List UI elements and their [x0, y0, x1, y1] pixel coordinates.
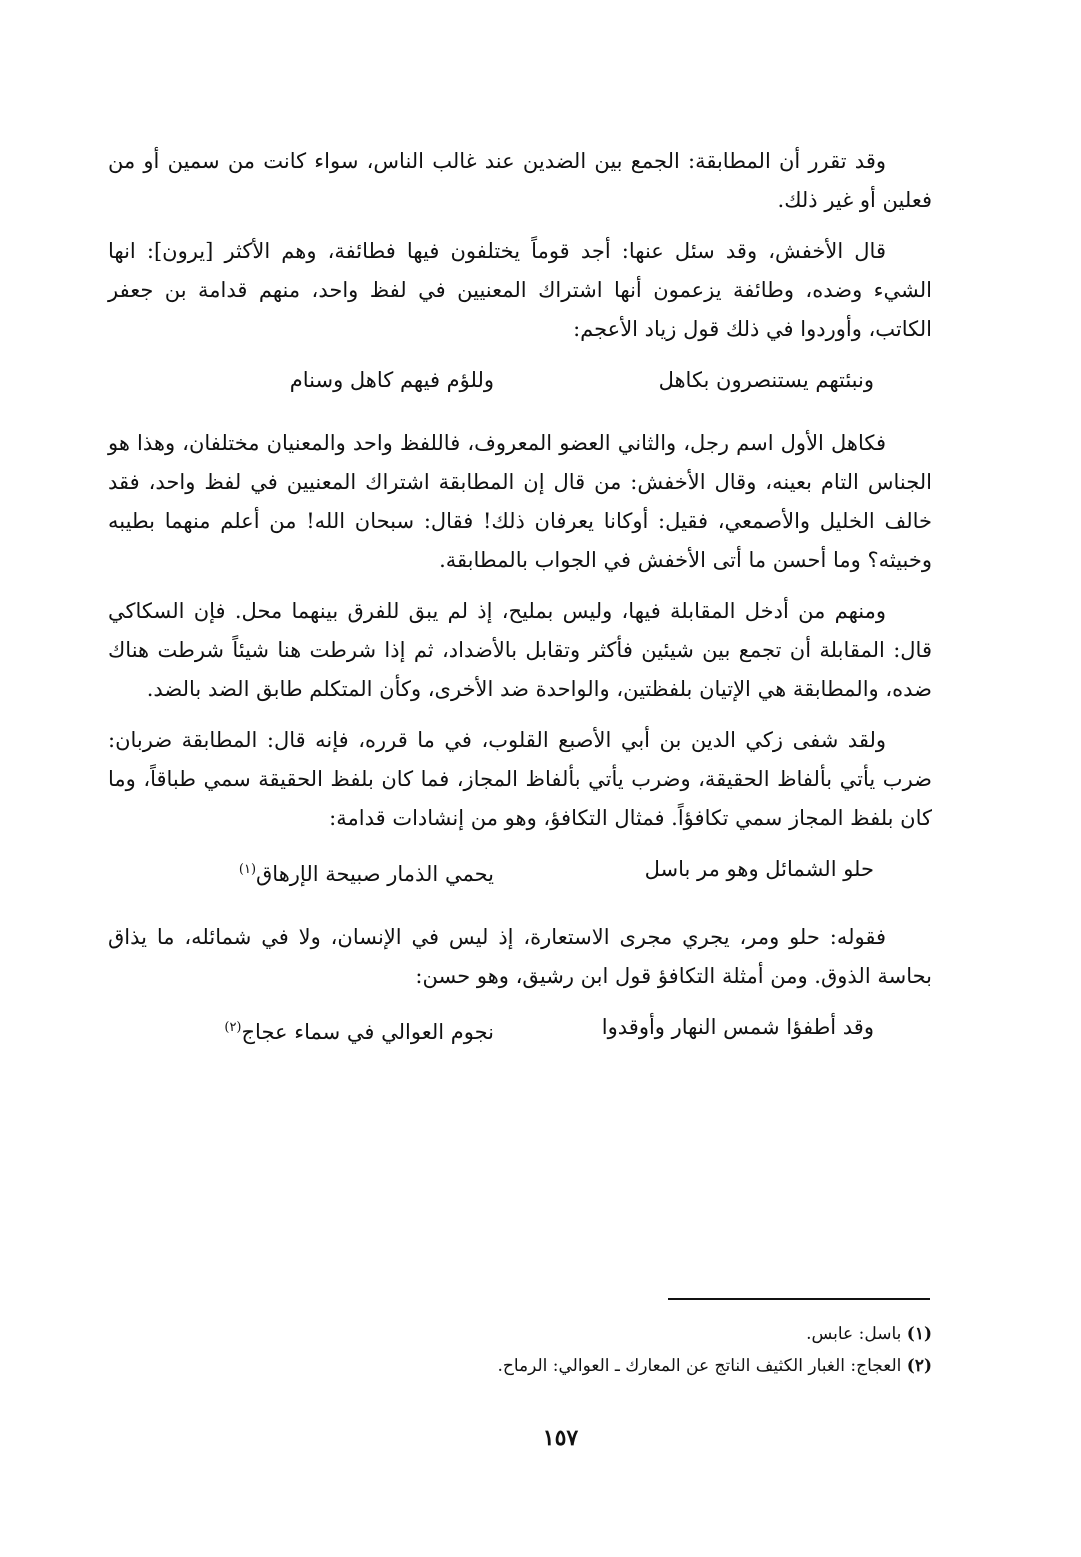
footnote-2-text: العجاج: الغبار الكثيف الناتج عن المعارك ـ العوالي: الرماح. — [497, 1356, 902, 1376]
verse-1-first-hemistich: ونبئتهم يستنصرون بكاهل — [658, 368, 874, 392]
paragraph-5: ولقد شفى زكي الدين بن أبي الأصبع القلوب، في ما قرره، فإنه قال: المطابقة ضربان: ضرب يأتي بألفاظ الحقيقة، وضرب يأتي بألفاظ المجاز، فما كان بلفظ الحقيقة سمي طباقاً، وما كان بلفظ المجاز سمي تكافؤاً. فمثال التكافؤ، وهو من إنشادات قدامة: — [108, 728, 932, 830]
verse-2-first-hemistich: حلو الشمائل وهو مر باسل — [644, 857, 874, 881]
verse-2 — [108, 850, 932, 894]
verse-2-second-text: يحمي الذمار صبيحة الإرهاق — [256, 862, 494, 886]
footnote-1-mark: (١) — [906, 1324, 932, 1344]
verse-1 — [108, 361, 932, 400]
paragraph-3: فكاهل الأول اسم رجل، والثاني العضو المعروف، فاللفظ واحد والمعنيان مختلفان، وهذا هو الجناس التام بعينه، وقال الأخفش: من قال إن المطابقة اشتراك المعنيين في لفظ واحد، فقد خالف الخليل والأصمعي، فقيل: أوكانا يعرفان ذلك! فقال: سبحان الله! من أعلم منهما بطيبه وخبيثه؟ وما أحسن ما أتى الأخفش في الجواب بالمطابقة. — [108, 431, 932, 572]
verse-1-second-hemistich: وللؤم فيهم كاهل وسنام — [289, 368, 494, 392]
page-body — [108, 142, 932, 1076]
verse-3-second-text: نجوم العوالي في سماء عجاج — [241, 1020, 494, 1044]
verse-2-second-hemistich — [239, 850, 494, 894]
paragraph-2: قال الأخفش، وقد سئل عنها: أجد قوماً يختلفون فيها فطائفة، وهم الأكثر [يرون]: انها الشيء وضده، وطائفة يزعمون أنها اشتراك المعنيين في لفظ واحد، منهم قدامة بن جعفر الكاتب، وأوردوا في ذلك قول زياد الأعجم: — [108, 239, 932, 341]
footnote-separator — [668, 1298, 930, 1300]
footnote-2 — [108, 1350, 932, 1382]
verse-3-second-hemistich — [224, 1008, 494, 1052]
footnote-1-text: باسل: عابس. — [806, 1324, 902, 1344]
paragraph-6: فقوله: حلو ومر، يجري مجرى الاستعارة، إذ ليس في الإنسان، ولا في شمائله، ما يذاق بحاسة الذوق. ومن أمثلة التكافؤ قول ابن رشيق، وهو حسن: — [108, 925, 932, 988]
page-number: ١٥٧ — [542, 1425, 579, 1451]
verse-3 — [108, 1008, 932, 1052]
paragraph-1: وقد تقرر أن المطابقة: الجمع بين الضدين عند غالب الناس، سواء كانت من سمين أو من فعلين أو غير ذلك. — [108, 149, 932, 212]
footnote-1 — [108, 1318, 932, 1350]
footnote-ref-2: (٢) — [224, 1020, 242, 1035]
verse-3-first-hemistich: وقد أطفؤا شمس النهار وأوقدوا — [601, 1015, 874, 1039]
footnote-ref-1: (١) — [238, 862, 257, 877]
footnotes — [108, 1318, 932, 1382]
paragraph-4: ومنهم من أدخل المقابلة فيها، وليس بمليح، إذ لم يبق للفرق بينهما محل. فإن السكاكي قال: المقابلة أن تجمع بين شيئين فأكثر وتقابل بالأضداد، ثم إذا شرطت هنا شيئاً شرطت هناك ضده، والمطابقة هي الإتيان بلفظتين، والواحدة ضد الأخرى، وكأن المتكلم طابق الضد بالضد. — [108, 599, 932, 701]
footnote-2-mark: (٢) — [906, 1356, 932, 1376]
